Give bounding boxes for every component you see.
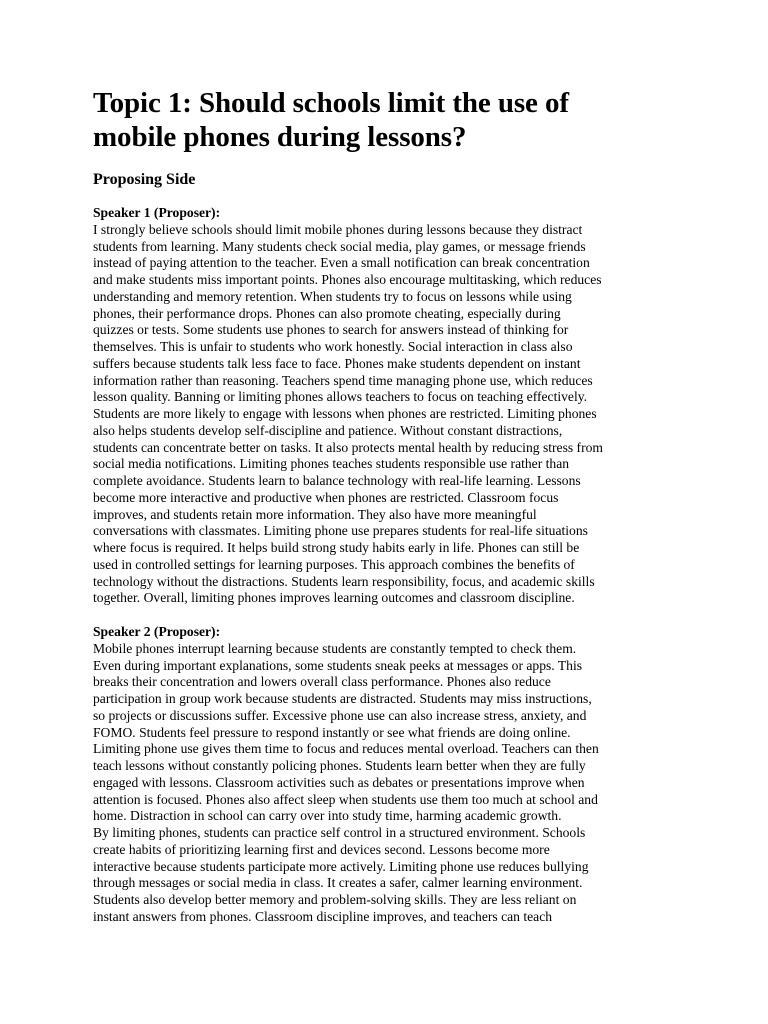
document-title: [93, 86, 683, 154]
speaker-1-heading: Speaker 1 (Proposer):: [93, 205, 221, 220]
paragraph-line: Students also develop better memory and problem-solving skills. They are less reliant on: [93, 892, 577, 907]
paragraph-line: through messages or social media in class. It creates a safer, calmer learning environment.: [93, 875, 583, 891]
paragraph-line: themselves. This is unfair to students who work honestly. Social interaction in class also: [93, 339, 573, 354]
paragraph-line: also helps students develop self-discipline and patience. Without constant distractions,: [93, 422, 563, 438]
paragraph-line: improves, and students retain more information. They also have more meaningful: [93, 506, 537, 522]
paragraph-line: engaged with lessons. Classroom activities such as debates or presentations improve when: [93, 774, 585, 790]
paragraph-line: attention is focused. Phones also affect sleep when students use them too much at school and: [93, 791, 598, 807]
speaker-1-paragraph: [93, 222, 683, 607]
paragraph-line: used in controlled settings for learning purposes. This approach combines the benefits of: [93, 556, 575, 572]
speaker-1-section: [93, 205, 683, 607]
paragraph-line: interactive because students participate more actively. Limiting phone use reduces bullying: [93, 858, 589, 874]
paragraph-line: breaks their concentration and lowers overall class performance. Phones also reduce: [93, 674, 551, 690]
paragraph-line: technology without the distractions. Students learn responsibility, focus, and academic skills: [93, 573, 595, 589]
paragraph-line: I strongly believe schools should limit mobile phones during lessons because they distract: [93, 221, 583, 237]
paragraph-line: information rather than reasoning. Teachers spend time managing phone use, which reduces: [93, 372, 593, 388]
paragraph-line: become more interactive and productive when phones are restricted. Classroom focus: [93, 489, 559, 505]
title-line: mobile phones during lessons?: [93, 121, 467, 153]
paragraph-line: quizzes or tests. Some students use phones to search for answers instead of thinking for: [93, 322, 569, 338]
paragraph-line: students from learning. Many students check social media, play games, or message friends: [93, 238, 586, 254]
paragraph-line: together. Overall, limiting phones improves learning outcomes and classroom discipline.: [93, 590, 575, 606]
title-line: Topic 1: Should schools limit the use of: [93, 87, 569, 119]
paragraph-line: participation in group work because students are distracted. Students may miss instructions,: [93, 691, 592, 706]
paragraph-line: home. Distraction in school can carry over into study time, harming academic growth.: [93, 808, 562, 824]
paragraph-line: understanding and memory retention. When students try to focus on lessons while using: [93, 288, 572, 304]
paragraph-line: conversations with classmates. Limiting phone use prepares students for real-life situations: [93, 523, 588, 539]
paragraph-line: Limiting phone use gives them time to focus and reduces mental overload. Teachers can then: [93, 741, 599, 757]
paragraph-line: students can concentrate better on tasks. It also protects mental health by reducing stress from: [93, 439, 603, 455]
paragraph-line: teach lessons without constantly policing phones. Students learn better when they are fully: [93, 758, 586, 773]
speaker-2-paragraph: [93, 641, 683, 926]
speaker-2-section: [93, 624, 683, 926]
paragraph-line: Mobile phones interrupt learning because students are constantly tempted to check them.: [93, 640, 577, 656]
paragraph-line: where focus is required. It helps build strong study habits early in life. Phones can still be: [93, 540, 580, 555]
paragraph-line: social media notifications. Limiting phones teaches students responsible use rather than: [93, 456, 570, 472]
speaker-2-heading: Speaker 2 (Proposer):: [93, 624, 221, 639]
paragraph-line: lesson quality. Banning or limiting phones allows teachers to focus on teaching effectively.: [93, 389, 588, 405]
paragraph-line: so projects or discussions suffer. Excessive phone use can also increase stress, anxiety, and: [93, 707, 587, 723]
paragraph-line: FOMO. Students feel pressure to respond instantly or see what friends are doing online.: [93, 724, 571, 740]
paragraph-line: create habits of prioritizing learning first and devices second. Lessons become more: [93, 841, 550, 857]
paragraph-line: instant answers from phones. Classroom discipline improves, and teachers can teach: [93, 908, 553, 924]
paragraph-line: Students are more likely to engage with lessons when phones are restricted. Limiting phones: [93, 406, 597, 421]
paragraph-line: By limiting phones, students can practice self control in a structured environment. Schools: [93, 825, 586, 840]
paragraph-line: phones, their performance drops. Phones can also promote cheating, especially during: [93, 305, 561, 321]
paragraph-line: suffers because students talk less face to face. Phones make students dependent on instant: [93, 355, 581, 371]
paragraph-line: instead of paying attention to the teacher. Even a small notification can break concentration: [93, 255, 590, 271]
document-page: [93, 86, 683, 926]
paragraph-line: and make students miss important points. Phones also encourage multitasking, which reduces: [93, 272, 602, 287]
paragraph-line: Even during important explanations, some students sneak peeks at messages or apps. This: [93, 657, 583, 673]
section-heading: Proposing Side: [93, 171, 196, 188]
paragraph-line: complete avoidance. Students learn to balance technology with real-life learning. Lessons: [93, 473, 581, 488]
